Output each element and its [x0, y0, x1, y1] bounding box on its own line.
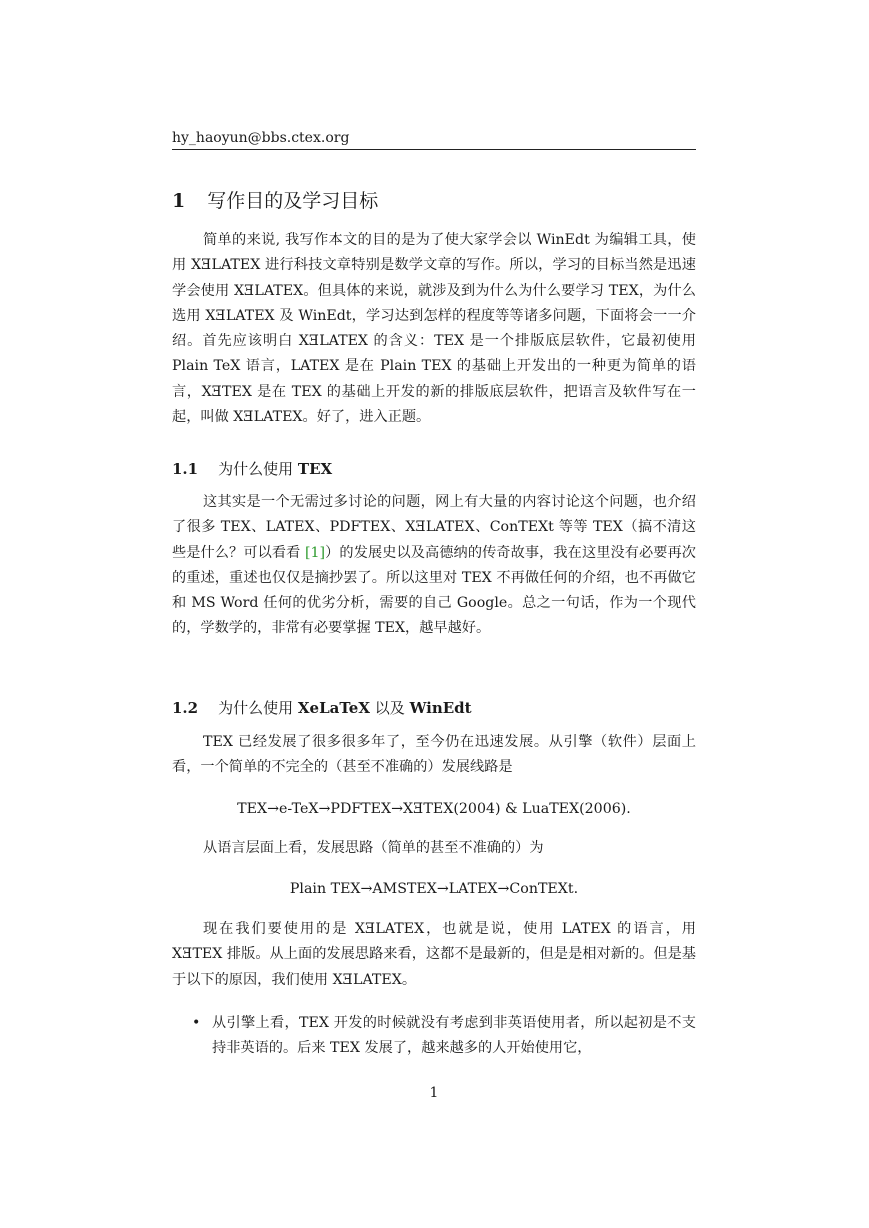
page-header [172, 130, 696, 150]
bullet-dot-icon: • [192, 1015, 201, 1031]
section-1-1-title-tex: TEX [297, 460, 333, 478]
page-number: 1 [429, 1085, 439, 1101]
language-development-line: Plain TEX→AMSTEX→LATEX→ConTEXt. [289, 881, 579, 897]
section-1-1-para-part1: 这其实是一个无需过多讨论的问题，网上有大量的内容讨论这个问题，也介绍了很多 TEX、LATEX、PDFTEX、XƎLATEX、ConTEXt 等等 TEX（搞不清这些是什么？可以看看 [172, 494, 696, 561]
section-1-2-paragraph-3: 现在我们要使用的是 XƎLATEX，也就是说，使用 LATEX 的语言，用 XƎTEX 排版。从上面的发展思路来看，这都不是最新的，但是是相对新的。但是基于以下的原因，我们使用 XƎLATEX。 [172, 921, 696, 988]
section-1-1-heading [172, 458, 332, 479]
section-1-1-title-prefix: 为什么使用 [218, 460, 294, 478]
section-1-number: 1 [172, 190, 186, 212]
section-1-2-heading [172, 697, 472, 718]
bullet-item-text: 从引擎上看，TEX 开发的时候就没有考虑到非英语使用者，所以起初是不支持非英语的。后来 TEX 发展了，越来越多的人开始使用它， [212, 1015, 696, 1057]
section-1-2-title-xelatex: XeLaTeX [297, 699, 370, 717]
section-1-heading [172, 186, 378, 213]
section-1-2-title-prefix: 为什么使用 [218, 699, 294, 717]
section-1-2-title-winedt: WinEdt [409, 699, 472, 717]
bullet-list-item [172, 1011, 696, 1062]
section-1-2-number: 1.2 [172, 699, 199, 717]
header-email: hy_haoyun@bbs.ctex.org [172, 130, 350, 146]
section-1-2-title-mid: 以及 [374, 699, 405, 717]
section-1-1-para-part2: ）的发展史以及高德纳的传奇故事，我在这里没有必要再次的重述，重述也仅仅是摘抄罢了。所以这里对 TEX 不再做任何的介绍，也不再做它和 MS Word 任何的优劣分析，需要的自己 Google。总之一句话，作为一个现代的，学数学的，非常有必要掌握 TEX，越早越好。 [172, 544, 696, 637]
section-1-paragraph: 简单的来说, 我写作本文的目的是为了使大家学会以 WinEdt 为编辑工具，使用 XƎLATEX 进行科技文章特别是数学文章的写作。所以，学习的目标当然是迅速学会使用 XƎLATEX。但具体的来说，就涉及到为什么为什么要学习 TEX，为什么选用 XƎLATEX 及 WinEdt，学习达到怎样的程度等等诸多问题，下面将会一一介绍。首先应该明白 XƎLATEX 的含义：TEX 是一个排版底层软件，它最初使用 Plain TeX 语言，LATEX 是在 Plain TEX 的基础上开发出的一种更为简单的语言，XƎTEX 是在 TEX 的基础上开发的新的排版底层软件，把语言及软件写在一起，叫做 XƎLATEX。好了，进入正题。 [172, 232, 696, 426]
section-1-1-paragraph [172, 490, 696, 642]
citation-link[interactable]: [1] [304, 544, 326, 561]
section-1-2-paragraph-1: TEX 已经发展了很多很多年了，至今仍在迅速发展。从引擎（软件）层面上看，一个简单的不完全的（甚至不准确的）发展线路是 [172, 734, 696, 776]
section-1-2-paragraph-2: 从语言层面上看，发展思路（简单的甚至不准确的）为 [203, 840, 544, 856]
section-1-title: 写作目的及学习目标 [207, 190, 379, 212]
section-1-1-number: 1.1 [172, 460, 199, 478]
engine-development-line: TEX→e-TeX→PDFTEX→XƎTEX(2004) & LuaTEX(2006). [237, 801, 631, 817]
